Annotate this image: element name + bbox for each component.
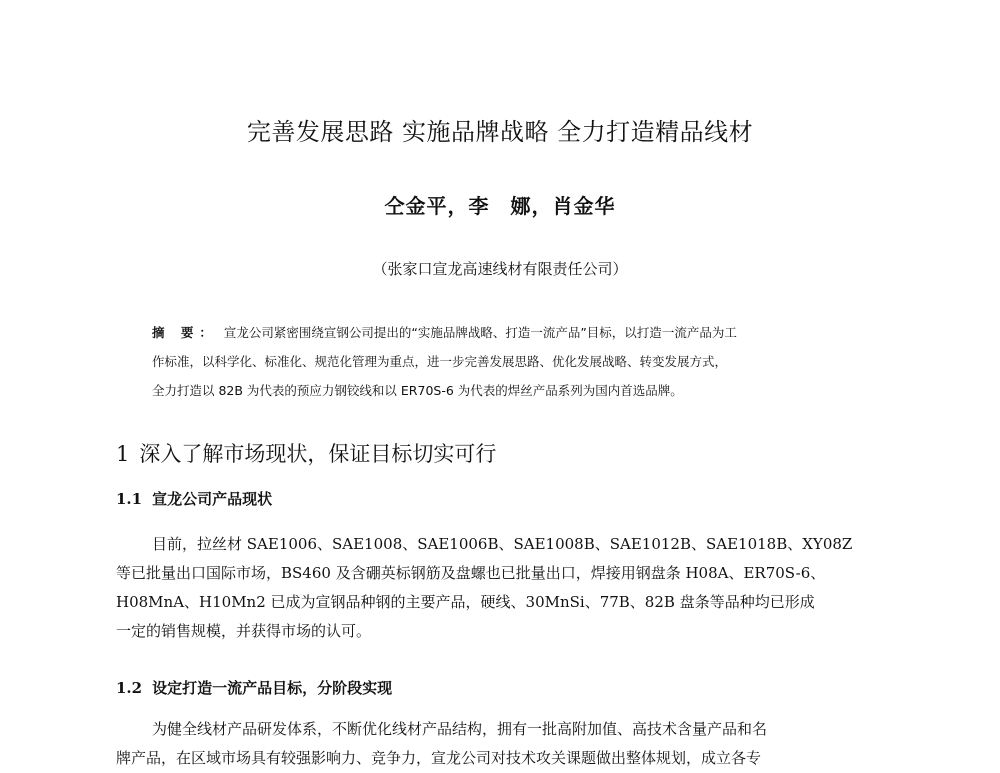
subsection-number: 1.2: [116, 679, 143, 697]
author-list: 仝金平，李 娜，肖金华: [384, 194, 616, 218]
subsection-title: 宣龙公司产品现状: [152, 490, 273, 508]
abstract-label: 摘 要：: [152, 325, 218, 340]
abstract-line: 作标准，以科学化、标准化、规范化管理为重点，进一步完善发展思路、优化发展战略、转变发展方式，: [152, 354, 728, 369]
paragraph-1-1: [116, 530, 892, 646]
subsection-number: 1.1: [116, 490, 143, 508]
abstract: [152, 318, 862, 405]
section-title: 深入了解市场现状，保证目标切实可行: [139, 442, 497, 466]
abstract-line: 摘 要： 宣龙公司紧密围绕宣钢公司提出的“实施品牌战略、打造一流产品”目标，以打造一流产品为工: [152, 325, 737, 340]
abstract-line: 全力打造以 82B 为代表的预应力钢铰线和以 ER70S-6 为代表的焊丝产品系列为国内首选品牌。: [152, 383, 683, 398]
paper-title: 完善发展思路 实施品牌战略 全力打造精品线材: [246, 118, 754, 146]
subsection-1-2-heading: [116, 677, 392, 698]
affiliation: （张家口宣龙高速线材有限责任公司）: [372, 260, 628, 278]
subsection-title: 设定打造一流产品目标，分阶段实现: [152, 679, 393, 697]
paragraph-line: 为健全线材产品研发体系，不断优化线材产品结构，拥有一批高附加值、高技术含量产品和名: [152, 720, 768, 738]
section-number: 1: [116, 442, 130, 466]
section-1-heading: [116, 438, 496, 468]
paragraph-line: 等已批量出口国际市场，BS460 及含硼英标钢筋及盘螺也已批量出口，焊接用钢盘条 H08A、ER70S-6、: [116, 564, 826, 582]
paragraph-1-2: [116, 715, 892, 773]
paragraph-line: 目前，拉丝材 SAE1006、SAE1008、SAE1006B、SAE1008B、SAE1012B、SAE1018B、XY08Z: [152, 535, 853, 553]
subsection-1-1-heading: [116, 488, 272, 509]
paragraph-line: 一定的销售规模，并获得市场的认可。: [116, 622, 372, 640]
paragraph-line: H08MnA、H10Mn2 已成为宣钢品种钢的主要产品，硬线、30MnSi、77B、82B 盘条等品种均已形成: [116, 593, 815, 611]
paragraph-line: 牌产品，在区域市场具有较强影响力、竞争力，宣龙公司对技术攻关课题做出整体规划，成立各专: [116, 749, 762, 767]
